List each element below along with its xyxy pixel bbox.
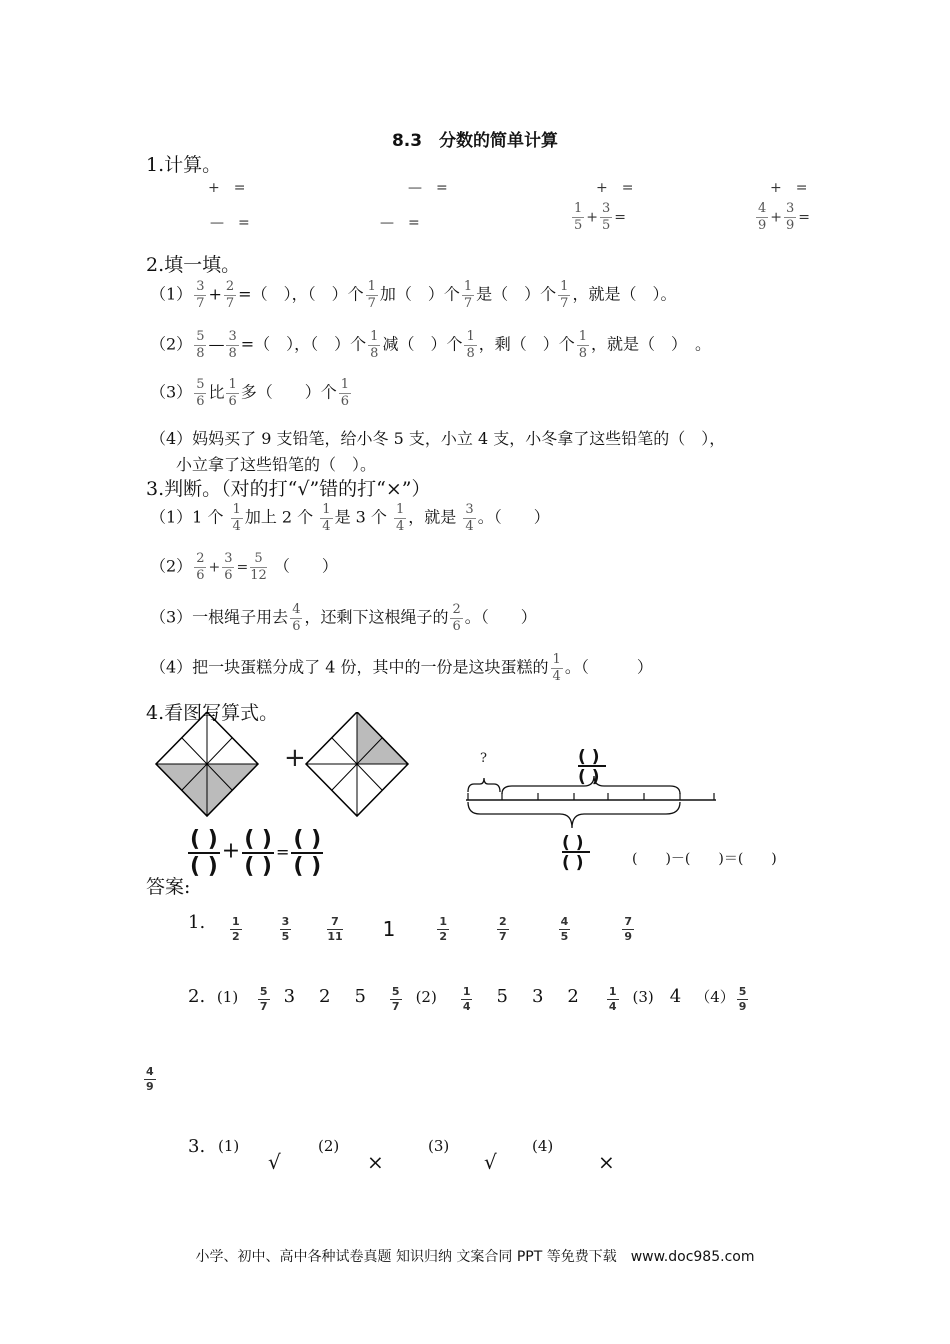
q2-p1: （1） $\frac{3}{7}$ + $\frac{2}{7}$ =（ ），（ ）个 $\frac{1}{7}$ 加（ ）个 $\frac{1}{7}$ 是（ ）个 $\frac{1}{7}$ ，就是（ ）。 bbox=[150, 279, 677, 311]
answer-3-cross-2: × bbox=[367, 1150, 384, 1174]
q2-p4-line2: 小立拿了这些铅笔的（ ）。 bbox=[176, 455, 377, 474]
fraction-blank-equation: $\frac{( )}{( )}$ + $\frac{( )}{( )}$ = $\frac{( )}{( )}$ bbox=[190, 827, 322, 880]
q3-heading: 3.判断。（对的打“√”错的打“×”） bbox=[146, 478, 431, 500]
bottom-blank-numerator: ( ) bbox=[562, 833, 584, 853]
answer-3-l3: (3) bbox=[428, 1137, 450, 1155]
q3-p3: （3）一根绳子用去 $\frac{4}{6}$ ，还剩下这根绳子的 $\frac{2}{6}$ 。（ ） bbox=[150, 602, 537, 634]
q1-r2-c1: — = bbox=[210, 215, 250, 231]
answer-3-label: 3. bbox=[188, 1136, 206, 1157]
answer-3-l2: (2) bbox=[318, 1137, 340, 1155]
q3-p4: （4）把一块蛋糕分成了 4 份，其中的一份是这块蛋糕的 $\frac{1}{4}$ 。（ ） bbox=[150, 652, 653, 684]
q1-r1-c4: + = bbox=[770, 180, 808, 196]
answer-3-check-3: √ bbox=[484, 1150, 497, 1174]
answer-2-wrap: $\frac{4}{9}$ bbox=[146, 1065, 154, 1093]
answer-3-check-1: √ bbox=[268, 1150, 281, 1174]
footer-text: 小学、初中、高中各种试卷真题 知识归纳 文案合同 PPT 等免费下载 www.doc985.com bbox=[195, 1249, 755, 1265]
answer-3-l4: (4) bbox=[532, 1137, 554, 1155]
bottom-blank-denominator: ( ) bbox=[562, 853, 584, 872]
answer-3-cross-4: × bbox=[598, 1150, 615, 1174]
answer-2-row: 2. (1) $\frac{5}{7}$ 3 2 5 $\frac{5}{7}$ (2) $\frac{1}{4}$ 5 3 2 $\frac{1}{4}$ (3) 4 （4） $\frac{5}{9}$ bbox=[188, 985, 747, 1013]
fraction-squares-figure bbox=[150, 712, 420, 820]
q1-r2-c3: $\frac{1}{5}$ + $\frac{3}{5}$ = bbox=[574, 201, 627, 233]
answer-1-row: $\frac{1}{2}$ $\frac{3}{5}$ $\frac{7}{11}$ 1 $\frac{1}{2}$ $\frac{2}{7}$ $\frac{4}{5}$ $\frac{7}{9}$ bbox=[232, 915, 632, 943]
q1-r2-c4: $\frac{4}{9}$ + $\frac{3}{9}$ = bbox=[758, 201, 811, 233]
question-mark: ? bbox=[480, 751, 487, 766]
q1-r1-c1: + = bbox=[208, 180, 246, 196]
top-blank-denominator: ( ) bbox=[578, 767, 600, 787]
q2-p2: （2） $\frac{5}{8}$ — $\frac{3}{8}$ =（ ），（ ）个 $\frac{1}{8}$ 减（ ）个 $\frac{1}{8}$ ，剩（ ）个 $\frac{1}{8}$ ，就是（ ） 。 bbox=[150, 329, 712, 361]
q2-p4-line1: （4）妈妈买了 9 支铅笔，给小冬 5 支，小立 4 支，小冬拿了这些铅笔的（ ）， bbox=[150, 429, 726, 448]
answer-3-l1: (1) bbox=[218, 1137, 240, 1155]
q3-p1: （1）1 个 $\frac{1}{4}$ 加上 2 个 $\frac{1}{4}$ 是 3 个 $\frac{1}{4}$ ，就是 $\frac{3}{4}$ 。（ ） bbox=[150, 502, 550, 534]
answer-1-label: 1. bbox=[188, 912, 206, 933]
q1-r1-c2: — = bbox=[408, 180, 448, 196]
q1-r2-c2: — = bbox=[380, 215, 420, 231]
number-line-equation: ( )－( )＝( ) bbox=[632, 851, 777, 867]
q1-r1-c3: + = bbox=[596, 180, 634, 196]
answers-heading: 答案: bbox=[146, 876, 191, 898]
top-blank-numerator: ( ) bbox=[578, 747, 600, 767]
page-title: 8.3 分数的简单计算 bbox=[391, 131, 559, 151]
right-octant-square bbox=[306, 712, 408, 816]
q2-heading: 2.填一填。 bbox=[146, 254, 241, 276]
fig-plus-sign: + bbox=[284, 743, 306, 773]
q2-p3: （3） $\frac{5}{6}$ 比 $\frac{1}{6}$ 多（ ）个 $\frac{1}{6}$ bbox=[150, 377, 350, 409]
left-octant-square bbox=[156, 712, 258, 816]
q3-p2: （2） $\frac{2}{6}$ + $\frac{3}{6}$ = $\frac{5}{12}$ （ ） bbox=[150, 551, 338, 583]
q1-heading: 1.计算。 bbox=[146, 154, 222, 176]
q4-heading: 4.看图写算式。 bbox=[146, 702, 279, 724]
